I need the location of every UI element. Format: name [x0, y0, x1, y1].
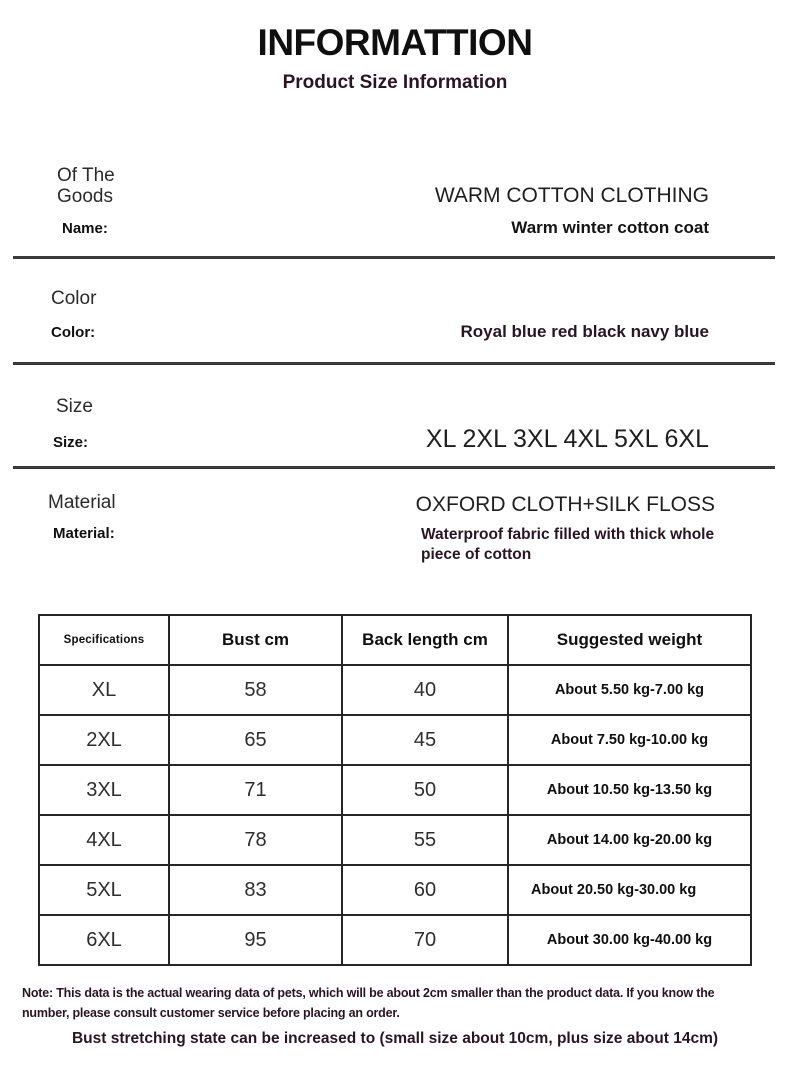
weight-cell: About 30.00 kg-40.00 kg — [508, 915, 751, 965]
material-value-sub: Waterproof fabric filled with thick whole piece of cotton — [421, 526, 715, 563]
back-length-cell: 45 — [342, 715, 508, 765]
size-cell: 5XL — [39, 865, 169, 915]
material-field-label: Material: — [53, 525, 115, 543]
size-value: XL 2XL 3XL 4XL 5XL 6XL — [425, 425, 709, 454]
pet-data-note: Note: This data is the actual wearing data of pets, which will be about 2cm smaller than the product data. If you know the number, please consult customer service before placing an order. — [22, 986, 715, 1020]
table-header-row — [39, 615, 751, 665]
header-suggested-weight: Suggested weight — [508, 615, 751, 665]
weight-cell: About 10.50 kg-13.50 kg — [508, 765, 751, 815]
size-cell: 6XL — [39, 915, 169, 965]
back-length-cell: 70 — [342, 915, 508, 965]
header-specifications: Specifications — [39, 615, 169, 665]
material-value-main: OXFORD CLOTH+SILK FLOSS — [415, 493, 715, 517]
size-sub-row — [13, 425, 775, 454]
table-row-4xl — [39, 815, 751, 865]
section-goods-name — [13, 158, 775, 259]
back-length-cell: 55 — [342, 815, 508, 865]
header-bust-cm: Bust cm — [169, 615, 342, 665]
back-length-cell: 40 — [342, 665, 508, 715]
size-field-label: Size: — [53, 434, 89, 452]
page-subtitle: Product Size Information — [282, 71, 508, 93]
section-color — [13, 259, 775, 365]
bust-cell: 95 — [169, 915, 342, 965]
weight-cell: About 7.50 kg-10.00 kg — [508, 715, 751, 765]
color-label: Color — [51, 287, 97, 309]
table-row-6xl — [39, 915, 751, 965]
page-title: INFORMATTION — [257, 22, 533, 63]
goods-main-row — [13, 166, 775, 208]
material-label: Material — [48, 492, 116, 514]
back-length-cell: 60 — [342, 865, 508, 915]
table-row-2xl — [39, 715, 751, 765]
goods-label — [13, 166, 115, 208]
name-field-label: Name: — [62, 219, 108, 237]
material-main-row — [13, 493, 775, 517]
attribute-sections — [0, 158, 790, 564]
color-field-label: Color: — [51, 323, 96, 341]
goods-label-line2: Goods — [57, 185, 113, 207]
size-main-row — [13, 397, 775, 418]
table-row-xl — [39, 665, 751, 715]
size-cell: 4XL — [39, 815, 169, 865]
table-row-5xl — [39, 865, 751, 915]
color-value: Royal blue red black navy blue — [460, 321, 709, 341]
weight-cell-text: About 20.50 kg-30.00 kg — [531, 881, 697, 898]
bust-cell: 65 — [169, 715, 342, 765]
size-cell: XL — [39, 665, 169, 715]
bust-cell: 83 — [169, 865, 342, 915]
color-main-row — [13, 289, 775, 310]
header-back-length-cm: Back length cm — [342, 615, 508, 665]
weight-cell: About 14.00 kg-20.00 kg — [508, 815, 751, 865]
color-sub-row — [13, 322, 775, 342]
weight-cell — [508, 865, 751, 915]
bust-cell: 71 — [169, 765, 342, 815]
back-length-cell: 50 — [342, 765, 508, 815]
size-cell: 2XL — [39, 715, 169, 765]
goods-sub-row — [13, 218, 775, 238]
table-row-3xl — [39, 765, 751, 815]
weight-cell: About 5.50 kg-7.00 kg — [508, 665, 751, 715]
size-label: Size — [56, 395, 93, 417]
bust-cell: 78 — [169, 815, 342, 865]
section-size — [13, 365, 775, 470]
bust-stretch-note: Bust stretching state can be increased to (small size about 10cm, plus size about 14cm) — [71, 1029, 719, 1047]
bust-cell: 58 — [169, 665, 342, 715]
section-material — [13, 469, 775, 564]
product-name-sub: Warm winter cotton coat — [511, 217, 709, 237]
size-cell: 3XL — [39, 765, 169, 815]
material-sub-row — [13, 525, 775, 564]
product-name-main: WARM COTTON CLOTHING — [434, 183, 709, 207]
goods-label-line1: Of The — [57, 164, 115, 186]
size-chart-table — [38, 614, 752, 966]
